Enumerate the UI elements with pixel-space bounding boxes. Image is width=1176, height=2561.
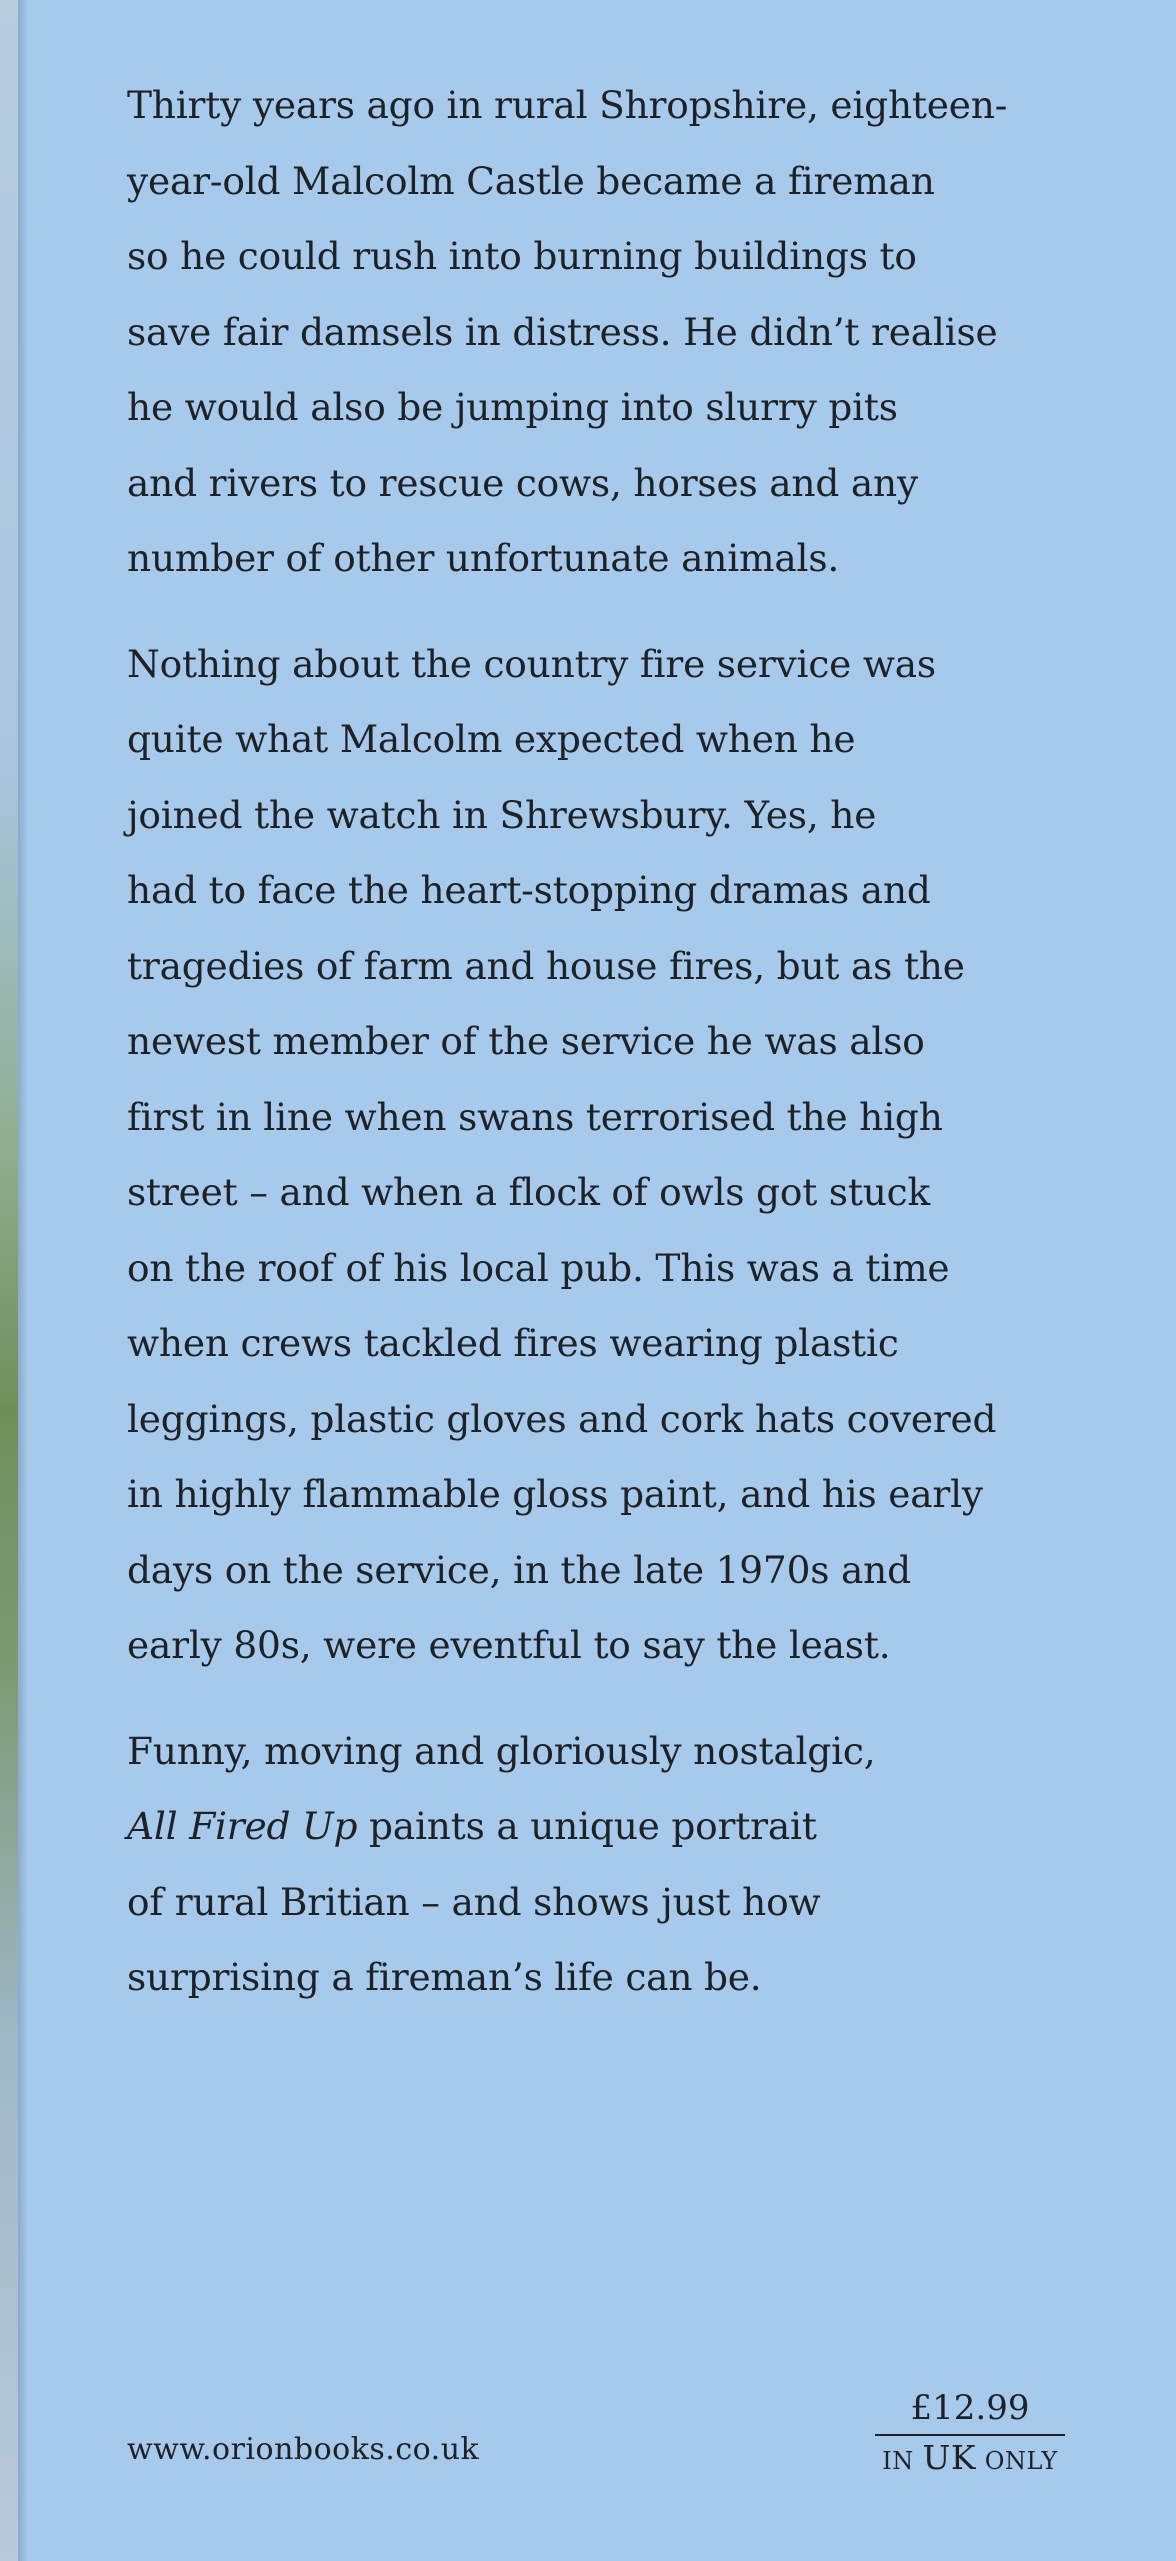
blurb-line: year-old Malcolm Castle became a fireman [127,158,935,203]
blurb-paragraph-1 [127,68,1087,597]
cover-spine-edge [0,0,18,2561]
blurb-line: Funny, moving and gloriously nostalgic, [127,1728,876,1773]
blurb-line-rest: paints a unique portrait [357,1804,817,1848]
blurb-line: newest member of the service he was also [127,1019,925,1063]
blurb-line: when crews tackled fires wearing plastic [127,1321,899,1365]
blurb-line: tragedies of farm and house fires, but as the [127,943,965,988]
blurb-line [127,1789,1087,1865]
blurb-line: first in line when swans terrorised the high [127,1094,943,1139]
blurb-line: joined the watch in Shrewsbury. Yes, he [127,792,877,837]
blurb-line: Nothing about the country fire service was [127,641,936,686]
blurb-line: on the roof of his local pub. This was a time [127,1245,950,1290]
blurb-line: in highly flammable gloss paint, and his early [127,1472,983,1516]
price-box [875,2386,1065,2483]
publisher-website[interactable]: www.orionbooks.co.uk [127,2432,480,2467]
blurb-line: so he could rush into burning buildings to [127,234,917,278]
blurb-line: Thirty years ago in rural Shropshire, eighteen- [127,83,1008,127]
blurb-line: of rural Britian – and shows just how [127,1879,821,1924]
blurb-line: quite what Malcolm expected when he [127,717,856,761]
blurb-line: surprising a fireman’s life can be. [127,1955,762,1999]
blurb-line: street – and when a flock of owls got stuck [127,1170,930,1214]
blurb-line: early 80s, were eventful to say the least. [127,1623,891,1667]
price: £12.99 [875,2386,1065,2436]
blurb-paragraph-3 [127,1714,1087,2016]
region-uk: UK [922,2438,977,2477]
blurb-line: save fair damsels in distress. He didn’t realise [127,309,998,354]
region-in: IN [882,2447,914,2475]
price-region [875,2436,1065,2483]
spine-shadow [18,0,28,2561]
book-title: All Fired Up [127,1804,358,1848]
blurb-text [127,68,1087,2046]
blurb-line: and rivers to rescue cows, horses and any [127,460,918,505]
blurb-line: days on the service, in the late 1970s and [127,1547,911,1592]
blurb-line: number of other unfortunate animals. [127,536,840,580]
region-only: ONLY [984,2447,1058,2475]
blurb-line: had to face the heart-stopping dramas and [127,868,931,912]
blurb-line: he would also be jumping into slurry pits [127,385,898,429]
blurb-line: leggings, plastic gloves and cork hats covered [127,1396,997,1441]
blurb-paragraph-2 [127,627,1087,1684]
